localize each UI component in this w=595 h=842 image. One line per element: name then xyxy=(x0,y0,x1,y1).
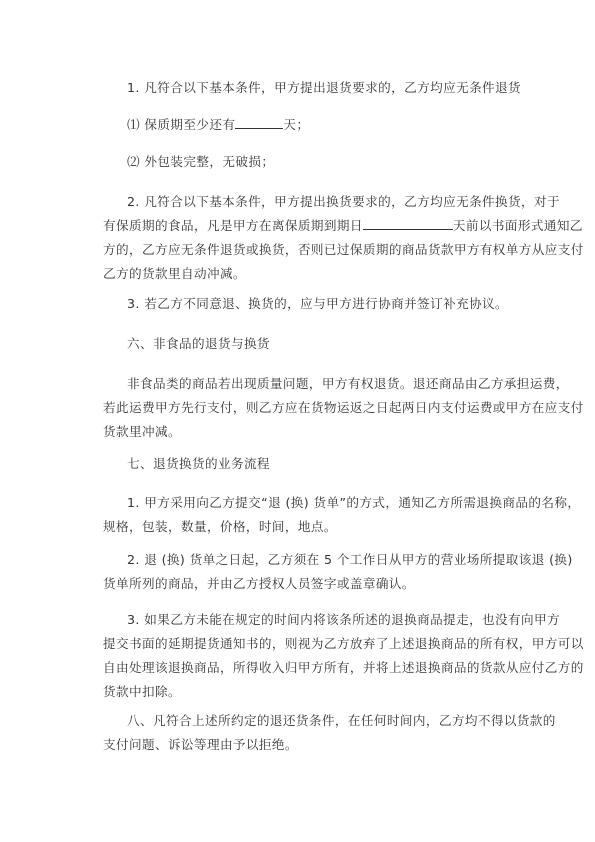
condition-shelf-life-text: ⑴ 保质期至少还有 xyxy=(127,117,236,132)
clause-3-text: 3. 若乙方不同意退、换货的，应与甲方进行协商并签订补充协议。 xyxy=(127,296,509,311)
section-7-heading xyxy=(103,452,495,476)
section-6-body xyxy=(103,372,584,444)
section-7-item-3-line-2: 提交书面的延期提货通知书的，则视为乙方放弃了上述退换商品的所有权，甲方可以 xyxy=(103,636,584,651)
blank-days-before-field xyxy=(363,215,453,230)
clause-2-line-3: 方的，乙方应无条件退货或换货，否则已过保质期的商品货款甲方有权单方从应支付 xyxy=(103,242,584,257)
section-7-item-1 xyxy=(103,491,581,539)
clause-2-exchange-conditions xyxy=(103,190,584,286)
clause-2-line-2b: 天前以书面形式通知乙 xyxy=(452,218,583,233)
clause-2-line-2a: 有保质期的食品，凡是甲方在离保质期到期日 xyxy=(103,218,363,233)
section-6-line-3: 货款里冲减。 xyxy=(103,424,181,439)
condition-packaging xyxy=(103,150,495,174)
section-8-line-2: 支付问题、诉讼等理由予以拒绝。 xyxy=(103,737,298,752)
section-7-item-3-line-4: 货款中扣除。 xyxy=(103,684,181,699)
section-7-item-2-line-1: 2. 退 (换) 货单之日起，乙方须在 5 个工作日从甲方的营业场所提取该退 (换) xyxy=(127,552,573,567)
section-7-item-3 xyxy=(103,608,584,704)
clause-2-line-1: 2. 凡符合以下基本条件，甲方提出换货要求的，乙方均应无条件换货，对于 xyxy=(127,194,561,209)
condition-shelf-life-unit: 天； xyxy=(283,117,310,132)
blank-days-field xyxy=(235,114,283,129)
section-7-item-2 xyxy=(103,548,573,596)
section-6-line-1: 非食品类的商品若出现质量问题，甲方有权退货。退还商品由乙方承担运费， xyxy=(127,376,569,391)
section-8-body xyxy=(103,709,556,757)
condition-packaging-text: ⑵ 外包装完整，无破损； xyxy=(127,154,275,169)
condition-shelf-life xyxy=(103,113,495,137)
clause-1-text: 1. 凡符合以下基本条件，甲方提出退货要求的，乙方均应无条件退货 xyxy=(127,80,522,95)
section-7-item-3-line-3: 自由处理该退换商品，所得收入归甲方所有，并将上述退换商品的货款从应付乙方的 xyxy=(103,660,584,675)
section-7-item-3-line-1: 3. 如果乙方未能在规定的时间内将该条所述的退换商品提走，也没有向甲方 xyxy=(127,612,561,627)
section-6-line-2: 若此运费甲方先行支付，则乙方应在货物运返之日起两日内支付运费或甲方在应支付 xyxy=(103,400,584,415)
clause-1-return-conditions xyxy=(103,76,522,100)
section-8-line-1: 八、凡符合上述所约定的退还货条件，在任何时间内，乙方均不得以货款的 xyxy=(127,713,556,728)
section-7-title: 七、退货换货的业务流程 xyxy=(127,456,270,471)
section-7-item-2-line-2: 货单所列的商品，并由乙方授权人员签字或盖章确认。 xyxy=(103,576,415,591)
section-7-item-1-line-2: 规格，包装，数量，价格，时间，地点。 xyxy=(103,519,337,534)
section-6-heading xyxy=(103,332,495,356)
clause-3-negotiation xyxy=(103,292,509,316)
section-7-item-1-line-1: 1. 甲方采用向乙方提交“退 (换) 货单”的方式，通知乙方所需退换商品的名称， xyxy=(127,495,581,510)
clause-2-line-4: 乙方的货款里自动冲减。 xyxy=(103,266,246,281)
section-6-title: 六、非食品的退货与换货 xyxy=(127,336,270,351)
